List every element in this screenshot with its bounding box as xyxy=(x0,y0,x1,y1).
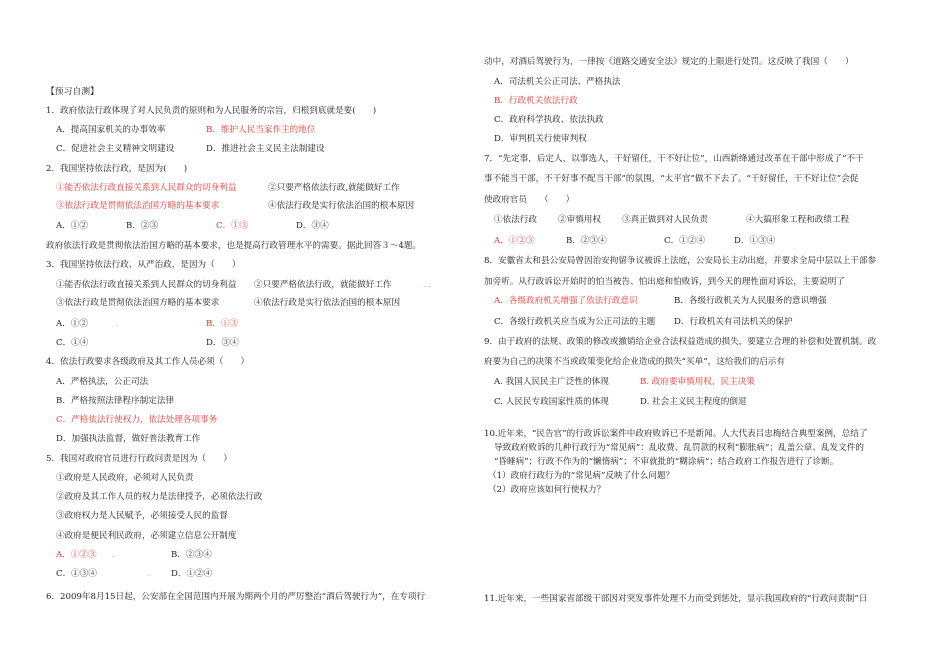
q5-stem: 5．我国对政府官员进行行政问责是因为（ ） xyxy=(46,454,232,464)
q3-option-b: B．①③ xyxy=(206,319,239,329)
q6-stem: 6．2009年8月15日起，公安部在全国范围内开展为期两个月的严厉整治“酒后驾驶行为”，在专项行 xyxy=(46,592,426,602)
q9-option-a: A. 我国人民民主广泛性的体现 xyxy=(494,377,609,387)
q8-stem-line-2: 加旁听。从行政诉讼开始时的怕当被告、怕出庭和怕败诉，到今天的理性面对诉讼，主要说明了 xyxy=(484,277,845,287)
q10-stem-line-3: “昏睡病”；行政不作为的“懒惰病”；不审就批的“糊涂病”；结合政府工作报告进行了诊断。 xyxy=(494,457,839,467)
q10-part-2: （2）政府应该如何行使权力？ xyxy=(488,485,606,495)
q2-statement-4: ④依法行政是实行依法治国的根本原因 xyxy=(268,201,415,211)
q2-statement-2: ②只要严格依法行政,就能做好工作 xyxy=(268,183,400,193)
q1-stem: 1．政府依法行政体现了对人民负责的原则和为人民服务的宗旨，归根到底就是要( ) xyxy=(46,106,377,116)
q5-statement-3: ③政府权力是人民赋予，必须接受人民的监督 xyxy=(56,511,228,521)
q9-stem-line-1: 9．由于政府的法规、政策的修改或撤销给企业合法权益造成的损失，要建立合理的补偿和处置机制。政 xyxy=(484,337,877,347)
q6-stem-continued: 动中，对酒后驾驶行为，一律按《道路交通安全法》规定的上限进行处罚。这反映了我国（ ） xyxy=(484,57,854,67)
q7-option-a: A．①②③ xyxy=(494,236,535,246)
q7-stem-line-2: 事不能当干部，不干好事不配当干部”的氛围，“太平官”做不下去了。“干好留任，干不好让位”会促 xyxy=(484,174,859,184)
q2-option-a: A．①② xyxy=(56,221,88,231)
q10-stem-line-1: 10.近年来，“民告官”的行政诉讼案件中政府败诉已不是新闻。人大代表吕忠梅结合典型案例，总结了 xyxy=(484,429,868,439)
q1-option-d: D．推进社会主义民主法制建设 xyxy=(206,144,325,154)
q2-option-d: D．③④ xyxy=(296,221,329,231)
q3-option-d: D．③④ xyxy=(206,338,239,348)
q5-option-d: D．①②④ xyxy=(171,569,213,579)
q4-option-a: A．严格执法，公正司法 xyxy=(56,377,149,387)
q4-option-d: D．加强执法监督，做好普法教育工作 xyxy=(56,434,201,444)
q8-option-b: B．各级行政机关为人民服务的意识增强 xyxy=(674,296,827,306)
q3-option-a: A．①② xyxy=(56,319,88,329)
q3-option-c: C．①④ xyxy=(56,338,89,348)
q3-statement-3: ③依法行政是贯彻依法治国方略的基本要求 xyxy=(56,298,220,308)
q7-statement-1: ①依法行政 xyxy=(494,215,537,225)
dot-mark-icon: . xyxy=(112,551,115,559)
dot-mark-icon: . xyxy=(148,570,151,578)
q2-option-c: C．①③ xyxy=(216,221,249,231)
q8-option-d: D．行政机关有司法机关的保护 xyxy=(674,317,793,327)
q7-stem-line-3: 使政府官员 （ ） xyxy=(484,195,575,205)
q5-option-c: C．①③④ xyxy=(56,569,97,579)
q7-statement-3: ③真正做到对人民负责 xyxy=(622,215,708,225)
q10-part-1: （1）政府行政行为的“常见病”反映了什么问题？ xyxy=(488,471,675,481)
q6-option-c: C．政府科学执政、依法执政 xyxy=(494,115,604,125)
q1-option-c: C．促进社会主义精神文明建设 xyxy=(56,144,175,154)
q7-stem-line-1: 7．“先定事，后定人，以事选人，干好留任，干不好让位”，山西新绛通过改革在干部中形成了“不干 xyxy=(484,154,864,164)
q5-statement-4: ④政府是便民利民政府，必须建立信息公开制度 xyxy=(56,531,237,541)
q5-option-b: B．②③④ xyxy=(171,550,212,560)
q6-option-b: B．行政机关依法行政 xyxy=(494,96,578,106)
q2-option-b: B．②③ xyxy=(126,221,159,231)
q3-statement-4: ④依法行政是实行依法治国的根本原因 xyxy=(254,298,401,308)
q3-statement-2: ②只要严格依法行政，就能做好工作 xyxy=(254,280,392,290)
dot-mark-icon: . xyxy=(116,320,119,328)
q9-stem-line-2: 府要为自己的决策不当或政策变化给企业造成的损失“买单”，这给我们的启示有 xyxy=(484,357,785,367)
q1-option-b: B．维护人民当家作主的地位 xyxy=(206,125,316,135)
q8-option-a: A．各级政府机关增强了依法行政意识 xyxy=(494,296,638,306)
q10-stem-line-2: 导致政府败诉的几种行政行为“常见病”：乱收费、乱罚款的权利“膨胀病”；乱盖公章、乱发文件的 xyxy=(494,443,864,453)
q9-option-d: D. 社会主义民主程度的倒退 xyxy=(640,397,747,407)
q5-statement-2: ②政府及其工作人员的权力是法律授予，必须依法行政 xyxy=(56,492,263,502)
q7-statement-2: ②审慎用权 xyxy=(558,215,601,225)
q7-statement-4: ④大搞形象工程和政绩工程 xyxy=(746,215,850,225)
q34-intro: 政府依法行政是贯彻依法治国方略的基本要求，也是提高行政管理水平的需要。据此回答３～4题。 xyxy=(46,241,422,251)
q7-option-c: C．①②④ xyxy=(664,236,705,246)
q4-option-b: B．严格按照法律程序制定法律 xyxy=(56,396,175,406)
q4-stem: 4．依法行政要求各级政府及其工作人员必须（ ） xyxy=(46,357,250,367)
q2-statement-3: ③依法行政是贯彻依法治国方略的基本要求 xyxy=(56,201,220,211)
q11-stem: 11.近年来，一些国家省部级干部因对突发事件处理不力而受到惩处，显示我国政府的“行政问责制”日 xyxy=(484,594,868,604)
q3-statement-1: ①能否依法行政直接关系到人民群众的切身利益 xyxy=(56,280,237,290)
q3-stem: 3．我国坚持依法行政、从严治政，是因为（ ） xyxy=(46,260,241,270)
q7-option-d: D．①③④ xyxy=(734,236,776,246)
q4-option-c: C．严格依法行使权力，依法处理各项事务 xyxy=(56,415,218,425)
q6-option-a: A．司法机关公正司法、严格执法 xyxy=(494,77,621,87)
section-header: 【预习自测】 xyxy=(46,87,99,97)
q7-option-b: B．②③④ xyxy=(566,236,607,246)
q2-statement-1: ①能否依法行政直接关系到人民群众的切身利益 xyxy=(56,183,237,193)
q9-option-c: C. 人民民专政国家性质的体现 xyxy=(494,397,609,407)
q8-option-c: C．各级行政机关应当成为公正司法的主题 xyxy=(494,317,656,327)
q5-option-a: A．①②③ xyxy=(56,550,97,560)
q6-option-d: D．审判机关行使审判权 xyxy=(494,134,587,144)
dot-mark-icon: . . xyxy=(424,281,431,289)
q2-stem: 2．我国坚持依法行政，是因为( ) xyxy=(46,164,188,174)
q9-option-b: B. 政府要审慎用权，民主决策 xyxy=(640,377,755,387)
q5-statement-1: ①政府是人民政府，必须对人民负责 xyxy=(56,473,194,483)
q8-stem-line-1: 8．安徽省太和县公安局曾因治安拘留争议被诉上法庭，公安局长主动出庭，并要求全局中层以上干部参 xyxy=(484,256,877,266)
q1-option-a: A．提高国家机关的办事效率 xyxy=(56,125,166,135)
